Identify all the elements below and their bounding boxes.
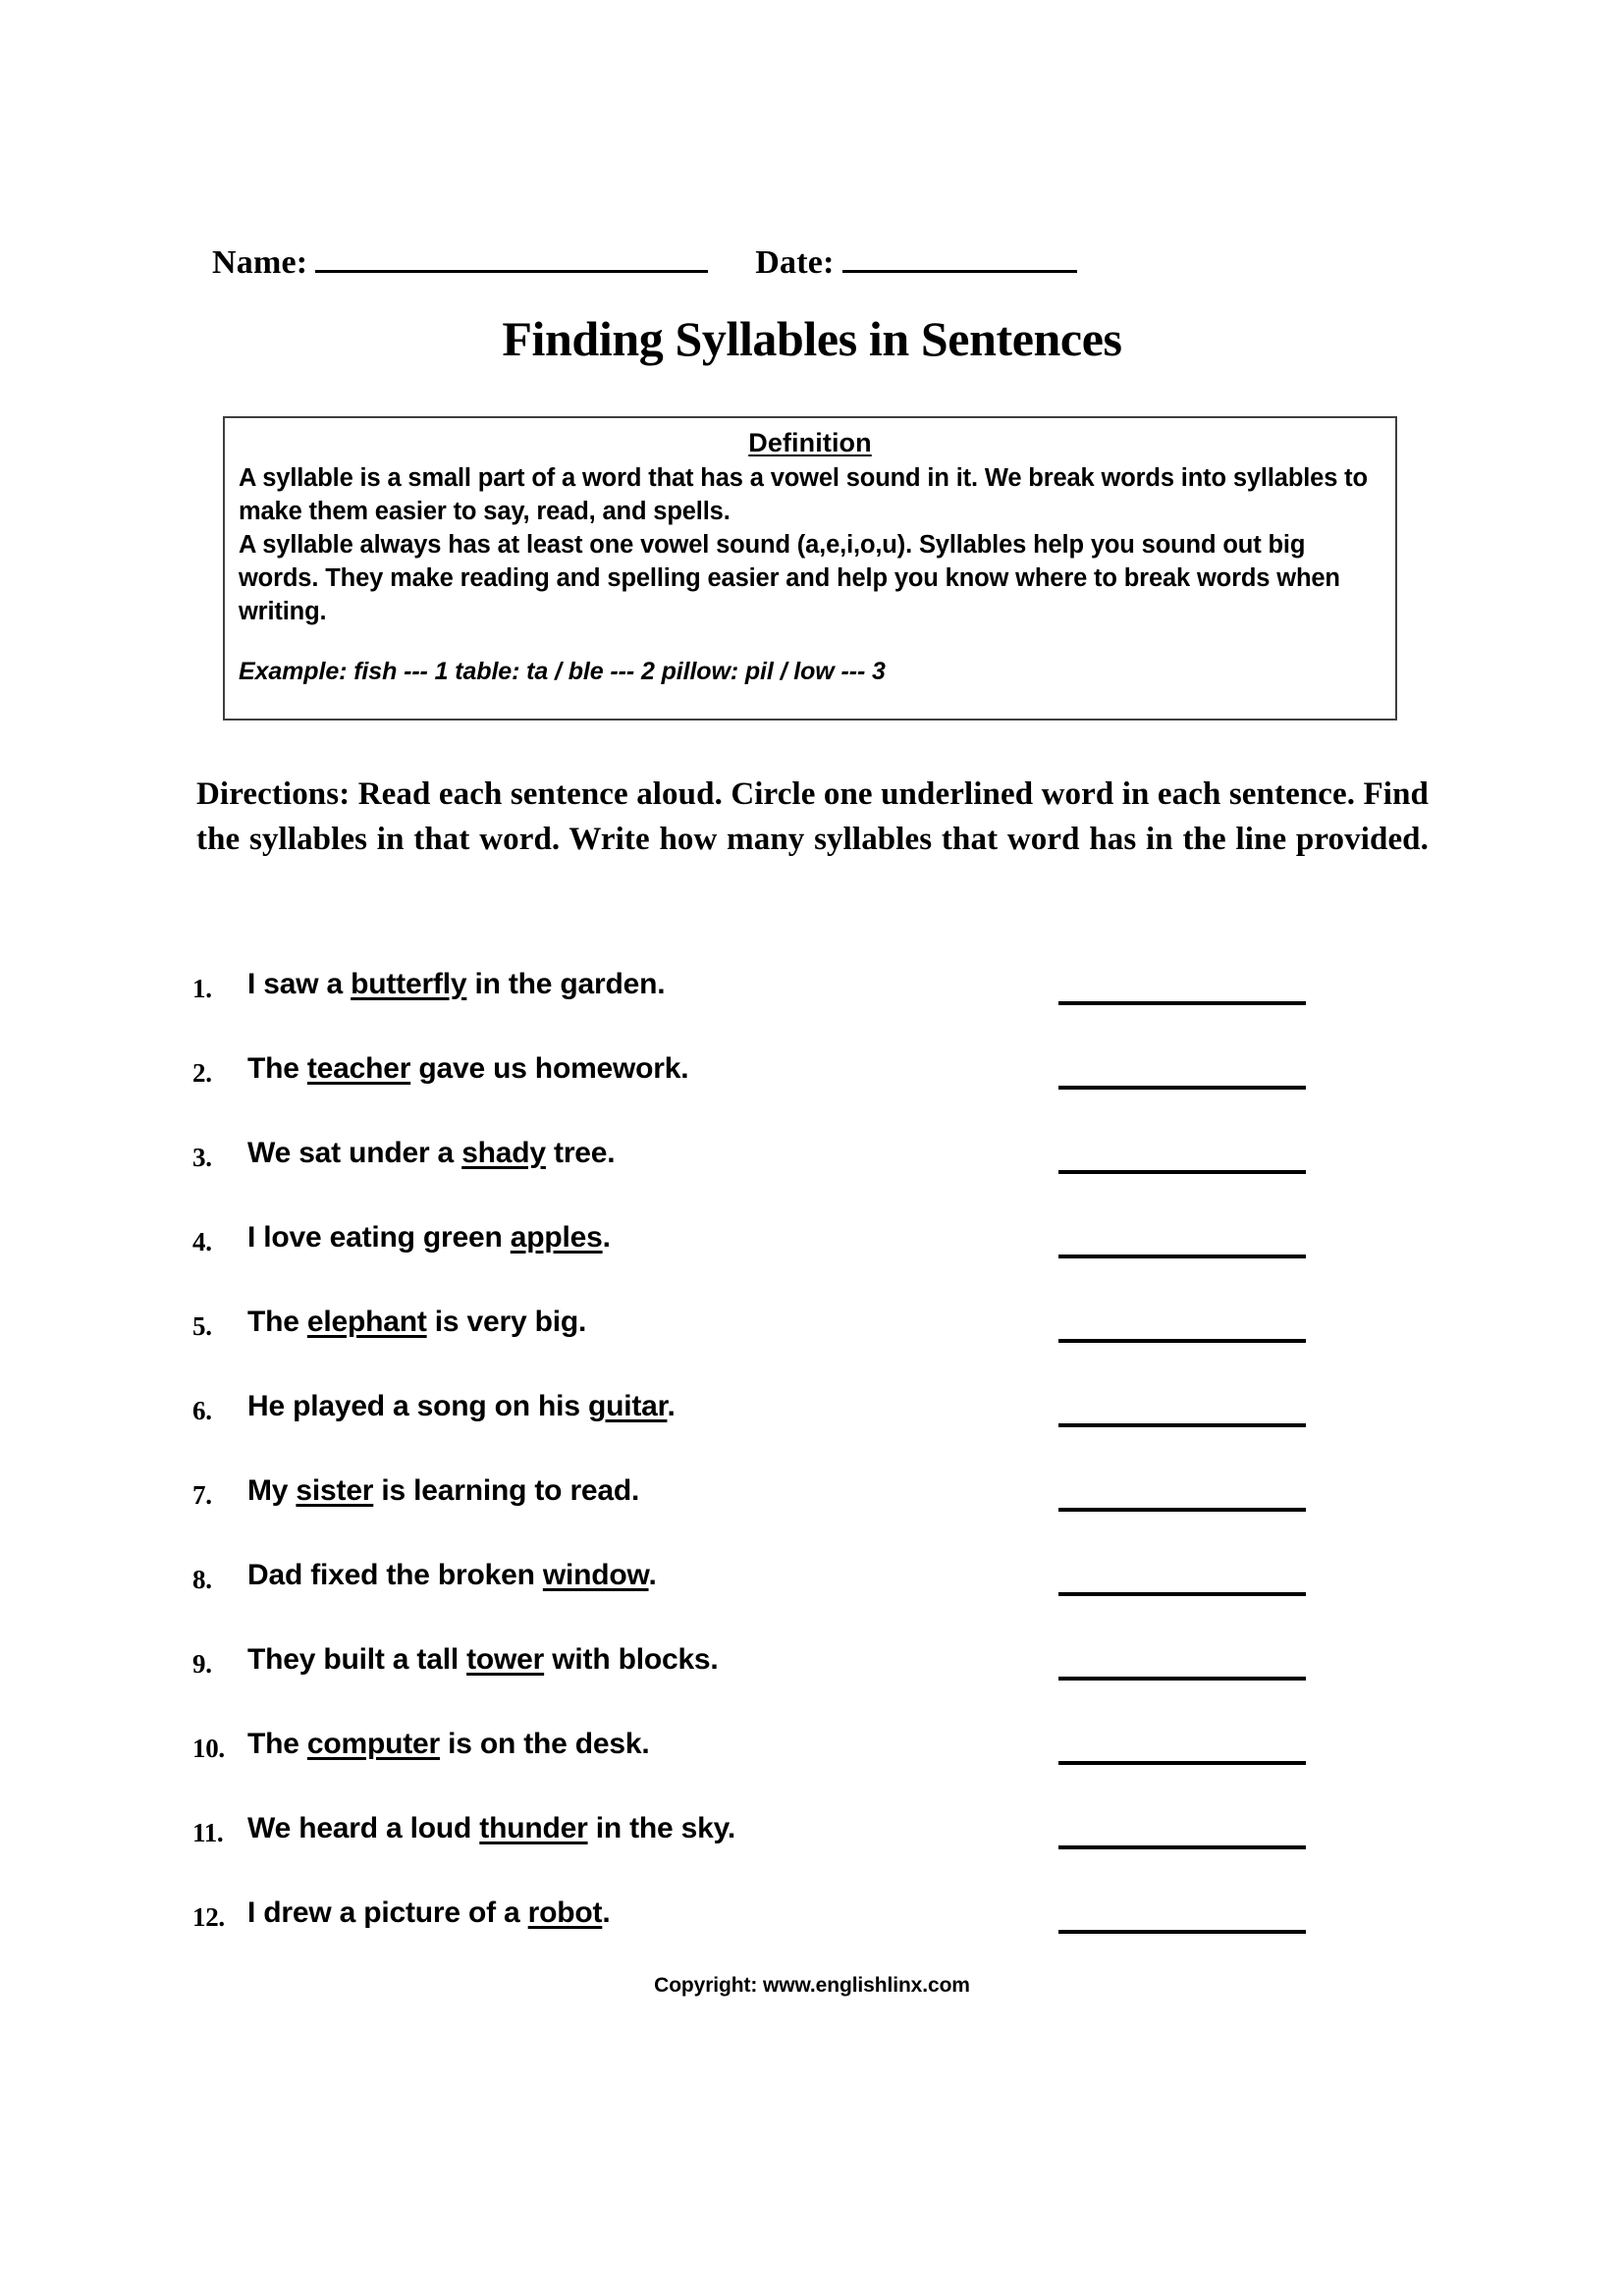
- question-row: [192, 1474, 1410, 1559]
- answer-blank-line[interactable]: [1058, 1761, 1306, 1765]
- sentence-suffix: is learning to read.: [373, 1474, 640, 1507]
- sentence-suffix: with blocks.: [544, 1643, 719, 1676]
- question-number: 9.: [192, 1649, 212, 1679]
- sentence-suffix: .: [602, 1896, 611, 1929]
- question-number: 4.: [192, 1227, 212, 1256]
- answer-blank-line[interactable]: [1058, 1930, 1306, 1934]
- definition-paragraph-2: A syllable always has at least one vowel sound (a,e,i,o,u). Syllables help you sound out big words. They make reading and spelling easier and help you know where to break words when writing.: [239, 531, 1340, 625]
- name-label: Name:: [212, 244, 308, 281]
- question-sentence: [247, 1390, 676, 1423]
- sentence-prefix: My: [247, 1474, 297, 1507]
- underlined-target-word[interactable]: window: [542, 1559, 649, 1591]
- question-sentence: [247, 1896, 610, 1930]
- question-row: [192, 1221, 1410, 1306]
- sentence-prefix: I drew a picture of a: [247, 1896, 528, 1929]
- sentence-prefix: The: [247, 1728, 307, 1760]
- question-number: 11.: [192, 1818, 224, 1847]
- question-number: 8.: [192, 1565, 212, 1594]
- page-title: Finding Syllables in Sentences: [502, 311, 1122, 366]
- underlined-target-word[interactable]: butterfly: [351, 968, 467, 1000]
- question-number: 6.: [192, 1396, 212, 1425]
- question-number: 2.: [192, 1058, 212, 1088]
- sentence-suffix: tree.: [545, 1137, 616, 1169]
- sentence-suffix: gave us homework.: [410, 1052, 689, 1085]
- name-date-row: [212, 244, 1410, 290]
- underlined-target-word[interactable]: thunder: [479, 1812, 588, 1844]
- question-row: [192, 1390, 1410, 1474]
- question-number: 7.: [192, 1480, 212, 1510]
- answer-blank-line[interactable]: [1058, 1170, 1306, 1174]
- underlined-target-word[interactable]: teacher: [306, 1052, 411, 1085]
- answer-blank-line[interactable]: [1058, 1592, 1306, 1596]
- sentence-prefix: We heard a loud: [247, 1812, 480, 1844]
- question-sentence: [247, 1812, 735, 1845]
- question-sentence: [247, 1474, 639, 1508]
- sentence-suffix: is on the desk.: [439, 1728, 650, 1760]
- sentence-prefix: I love eating green: [247, 1221, 511, 1254]
- underlined-target-word[interactable]: elephant: [306, 1306, 427, 1338]
- question-row: [192, 1896, 1410, 1981]
- question-row: [192, 1559, 1410, 1643]
- question-row: [192, 1728, 1410, 1812]
- question-sentence: [247, 1643, 719, 1677]
- question-row: [192, 1137, 1410, 1221]
- definition-paragraph-1: A syllable is a small part of a word that has a vowel sound in it. We break words into syllables to make them easier to say, read, and spells.: [239, 464, 1368, 525]
- question-number: 10.: [192, 1734, 225, 1763]
- sentence-suffix: in the garden.: [466, 968, 666, 1000]
- copyright-footer: Copyright: www.englishlinx.com: [654, 1974, 970, 1997]
- question-row: [192, 1052, 1410, 1137]
- definition-box: [223, 416, 1397, 721]
- answer-blank-line[interactable]: [1058, 1677, 1306, 1681]
- underlined-target-word[interactable]: tower: [466, 1643, 545, 1676]
- sentence-prefix: Dad fixed the broken: [247, 1559, 543, 1591]
- answer-blank-line[interactable]: [1058, 1845, 1306, 1849]
- question-number: 1.: [192, 974, 212, 1003]
- question-sentence: [247, 1052, 688, 1086]
- question-number: 5.: [192, 1311, 212, 1341]
- underlined-target-word[interactable]: robot: [527, 1896, 603, 1929]
- name-blank-line[interactable]: [315, 245, 708, 273]
- answer-blank-line[interactable]: [1058, 1086, 1306, 1090]
- definition-example: Example: fish --- 1 table: ta / ble --- 2 pillow: pil / low --- 3: [239, 658, 886, 685]
- sentence-suffix: is very big.: [426, 1306, 587, 1338]
- sentence-prefix: They built a tall: [247, 1643, 467, 1676]
- date-label: Date:: [755, 244, 835, 281]
- answer-blank-line[interactable]: [1058, 1423, 1306, 1427]
- question-sentence: [247, 1559, 657, 1592]
- sentence-prefix: He played a song on his: [247, 1390, 588, 1422]
- sentence-suffix: .: [667, 1390, 676, 1422]
- question-sentence: [247, 1137, 615, 1170]
- question-sentence: [247, 1728, 650, 1761]
- sentence-suffix: .: [602, 1221, 611, 1254]
- question-number: 3.: [192, 1143, 212, 1172]
- definition-body: [225, 461, 1395, 628]
- sentence-prefix: We sat under a: [247, 1137, 462, 1169]
- question-row: [192, 1643, 1410, 1728]
- answer-blank-line[interactable]: [1058, 1339, 1306, 1343]
- question-sentence: [247, 968, 665, 1001]
- underlined-target-word[interactable]: computer: [306, 1728, 440, 1760]
- question-row: [192, 1812, 1410, 1896]
- sentence-prefix: The: [247, 1306, 307, 1338]
- date-blank-line[interactable]: [842, 245, 1077, 273]
- question-row: [192, 968, 1410, 1052]
- sentence-prefix: I saw a: [247, 968, 352, 1000]
- sentence-suffix: .: [648, 1559, 657, 1591]
- question-sentence: [247, 1221, 611, 1255]
- sentence-suffix: in the sky.: [587, 1812, 735, 1844]
- question-row: [192, 1306, 1410, 1390]
- underlined-target-word[interactable]: shady: [461, 1137, 546, 1169]
- definition-heading: Definition: [748, 428, 872, 457]
- answer-blank-line[interactable]: [1058, 1255, 1306, 1258]
- answer-blank-line[interactable]: [1058, 1001, 1306, 1005]
- directions-text: Directions: Read each sentence aloud. Circle one underlined word in each sentence. Find the syllables in that word. Write how many syllables that word has in the line provided.: [196, 776, 1429, 857]
- answer-blank-line[interactable]: [1058, 1508, 1306, 1512]
- question-number: 12.: [192, 1902, 225, 1932]
- question-list: [192, 968, 1410, 1981]
- question-sentence: [247, 1306, 586, 1339]
- sentence-prefix: The: [247, 1052, 307, 1085]
- underlined-target-word[interactable]: guitar: [587, 1390, 668, 1422]
- underlined-target-word[interactable]: apples: [510, 1221, 603, 1254]
- underlined-target-word[interactable]: sister: [296, 1474, 374, 1507]
